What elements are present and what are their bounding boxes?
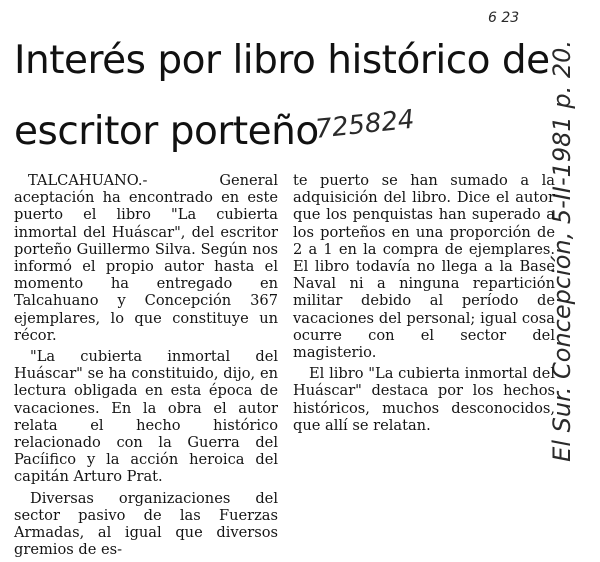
article-paragraph: TALCAHUANO.- General aceptación ha encontrado en este puerto el libro "La cubierta inmortal del Huáscar", del escritor porteño Guillermo Silva. Según nos informó el propio autor hasta el momento ha entregado en Talcahuano y Concepción 367 ejemplares, lo que constituye un récor.	[14, 172, 278, 344]
article-column-right	[293, 172, 555, 438]
article-column-left	[14, 172, 278, 562]
headline-line-2: escritor porteño	[14, 109, 319, 154]
handwritten-margin-code: 6 23	[488, 10, 520, 26]
handwritten-source-note: El Sur. Concepción, 5-II-1981 p. 20.	[548, 40, 576, 462]
article-paragraph: "La cubierta inmortal del Huáscar" se ha constituido, dijo, en lectura obligada en esta época de vacaciones. En la obra el autor relata el hecho histórico relacionado con la Guerra del Pacíifico y la acción heroica del capitán Arturo Prat.	[14, 348, 278, 486]
handwritten-reference-number: 725824	[314, 104, 416, 145]
article-paragraph: El libro "La cubierta inmortal del Huáscar" destaca por los hechos históricos, muchos desconocidos, que allí se relatan.	[293, 365, 555, 434]
headline-line-1: Interés por libro histórico de	[14, 38, 550, 83]
article-paragraph: Diversas organizaciones del sector pasivo de las Fuerzas Armadas, al igual que diversos gremios de es-	[14, 489, 278, 559]
article-paragraph: te puerto se han sumado a la adquisición del libro. Dice el autor que los penquistas han superado a los porteños en una proporción de 2 a 1 en la compra de ejemplares. El libro todavía no llega a la Base Naval ni a ninguna repartición militar debido al período de vacaciones del personal; igual cosa ocurre con el sector del magisterio.	[293, 172, 555, 362]
